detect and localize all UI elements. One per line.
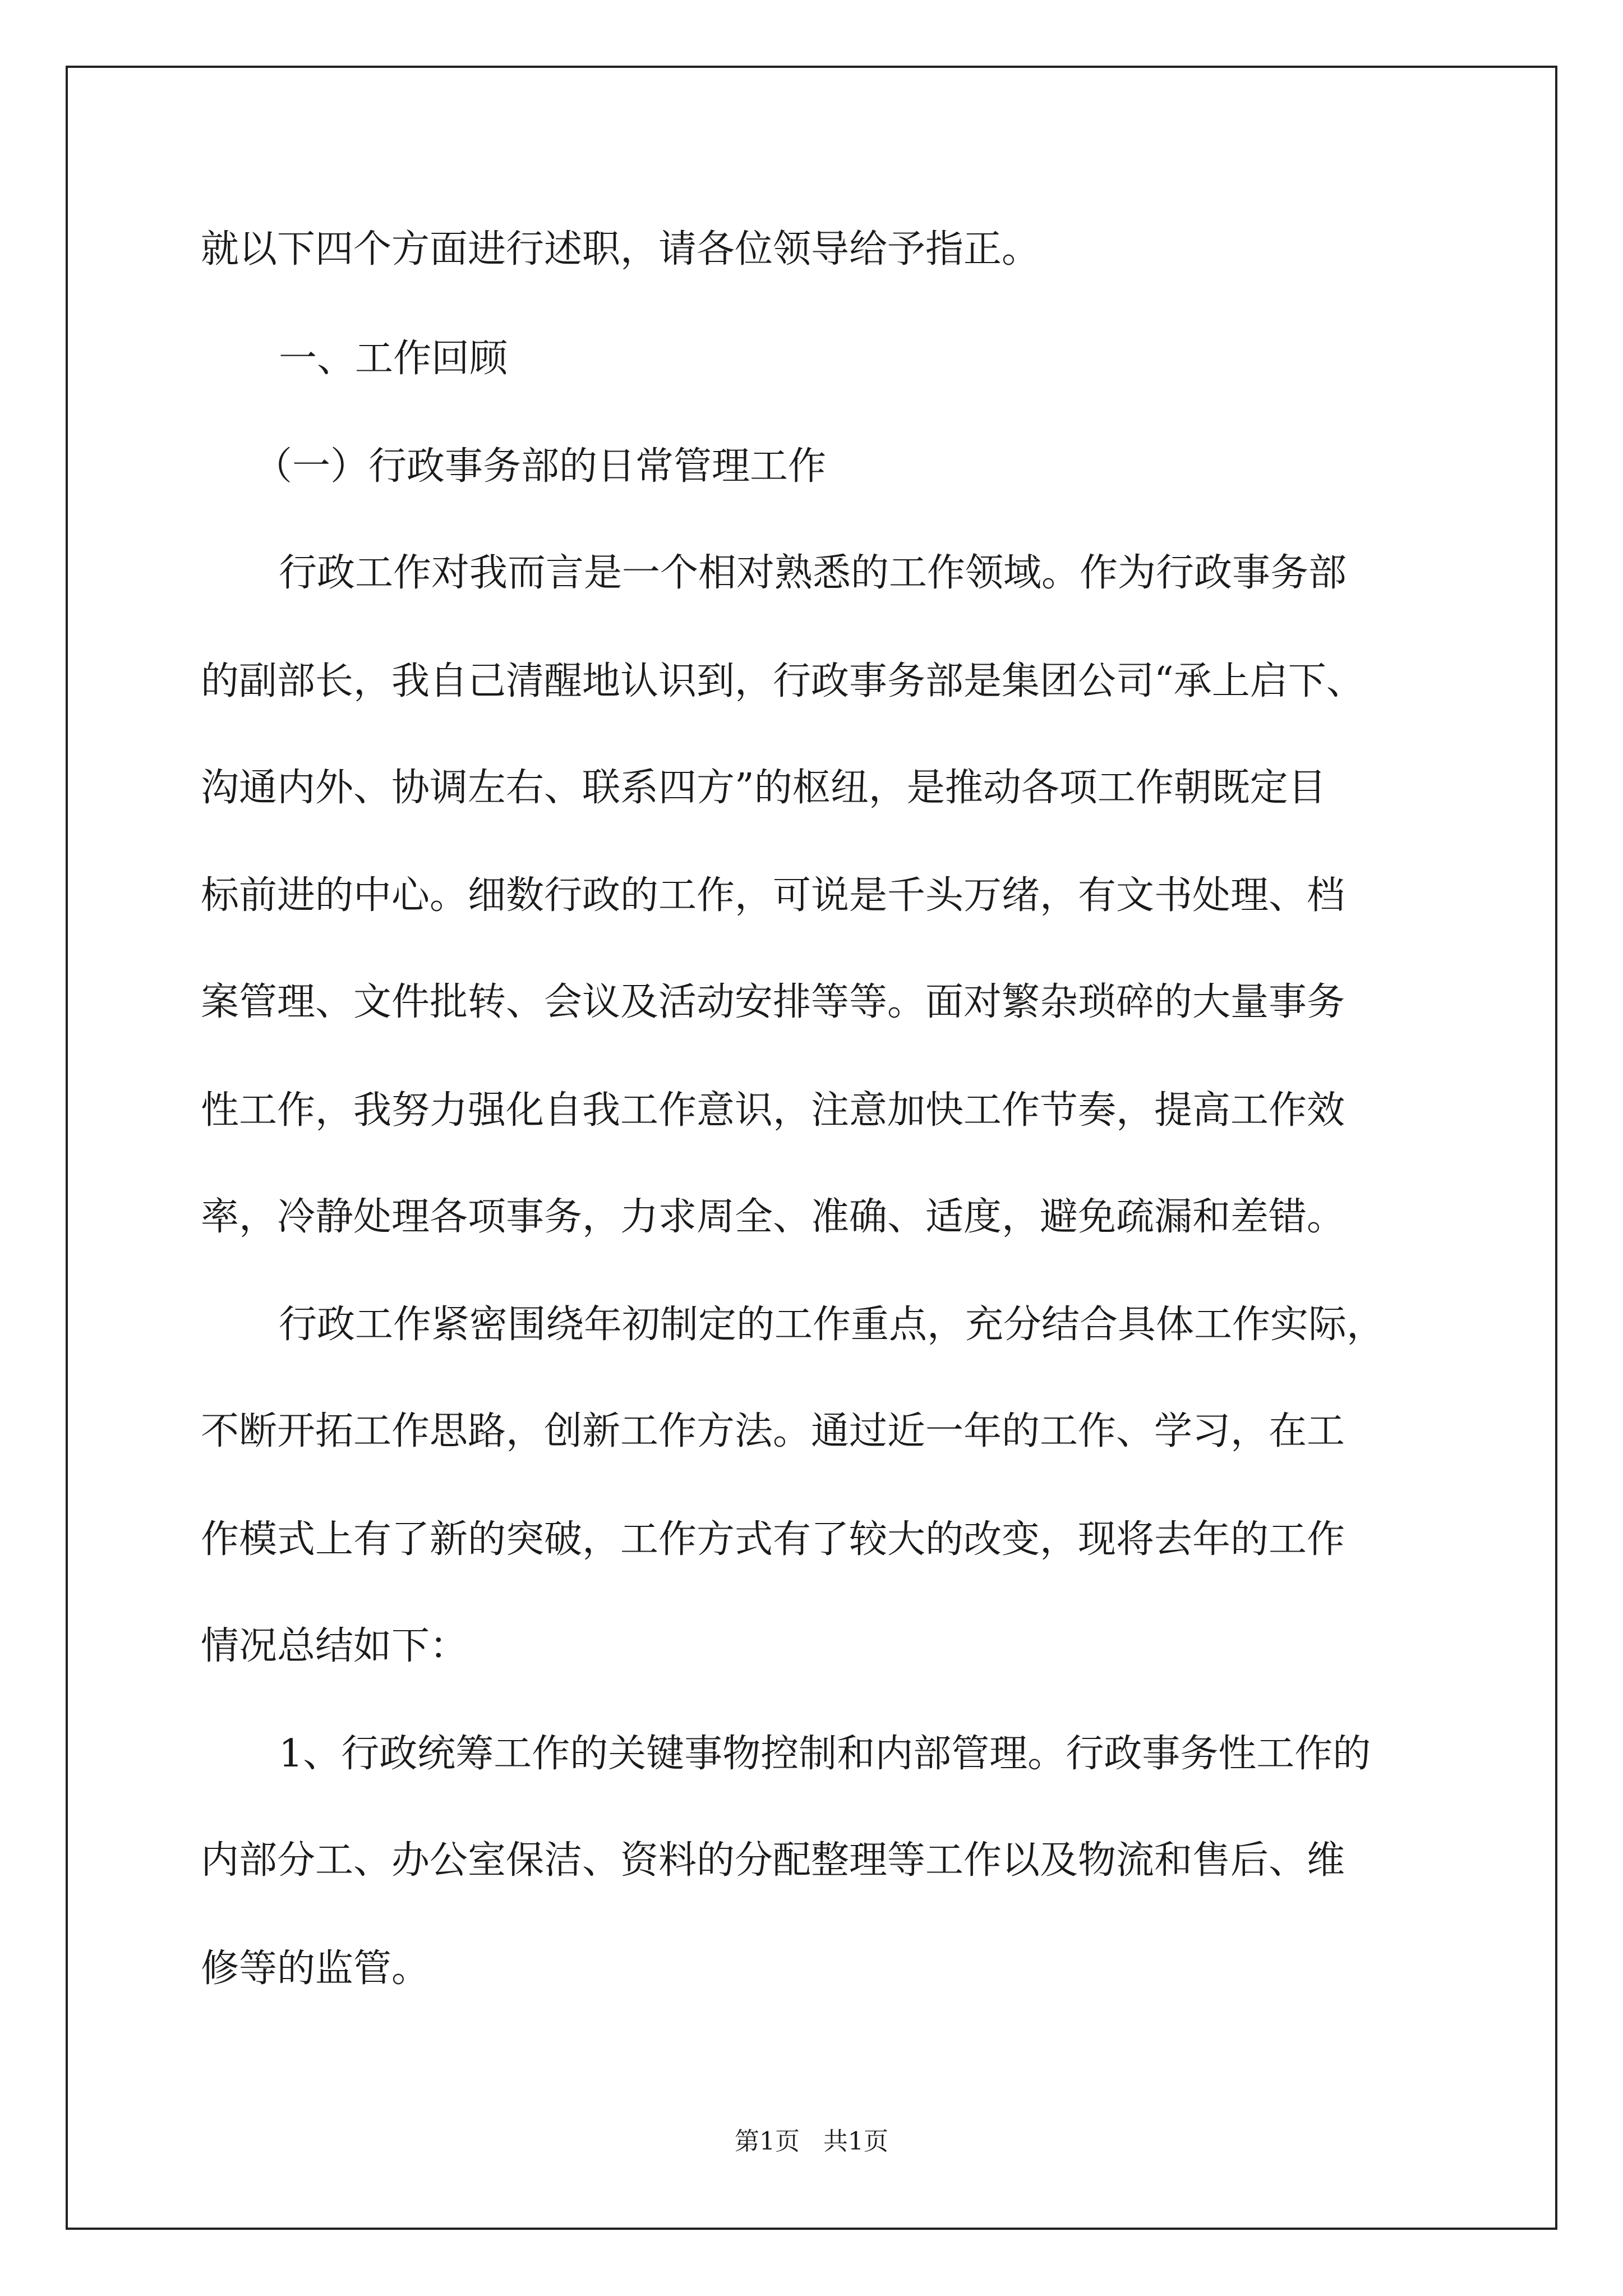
paragraph-line: 不断开拓工作思路，创新工作方法。通过近一年的工作、学习，在工 [201,1409,1345,1453]
paragraph-line: 行政工作紧密围绕年初制定的工作重点，充分结合具体工作实际， [279,1303,1385,1347]
paragraph-line: 行政工作对我而言是一个相对熟悉的工作领域。作为行政事务部 [279,551,1347,595]
paragraph-line: 标前进的中心。细数行政的工作，可说是千头万绪，有文书处理、档 [201,873,1345,918]
paragraph-line: 修等的监管。 [201,1947,430,1991]
paragraph-line: 作模式上有了新的突破，工作方式有了较大的改变，现将去年的工作 [201,1517,1345,1562]
paragraph-line: 1、行政统筹工作的关键事物控制和内部管理。行政事务性工作的 [279,1732,1371,1776]
paragraph-line: 性工作，我努力强化自我工作意识，注意加快工作节奏，提高工作效 [201,1088,1345,1133]
section-heading: 一、工作回顾 [279,337,508,381]
paragraph-line: 沟通内外、协调左右、联系四方”的枢纽，是推动各项工作朝既定目 [201,766,1326,810]
paragraph-line: 情况总结如下： [201,1624,468,1668]
page-footer: 第1页 共1页 [735,2127,888,2156]
page-border [66,66,1557,2230]
paragraph-line: 内部分工、办公室保洁、资料的分配整理等工作以及物流和售后、维 [201,1838,1345,1883]
paragraph-line: 就以下四个方面进行述职，请各位领导给予指正。 [201,227,1040,272]
paragraph-line: 的副部长，我自己清醒地认识到，行政事务部是集团公司“承上启下、 [201,659,1364,703]
paragraph-line: 案管理、文件批转、会议及活动安排等等。面对繁杂琐碎的大量事务 [201,980,1345,1024]
paragraph-line: 率，冷静处理各项事务，力求周全、准确、适度，避免疏漏和差错。 [201,1195,1345,1239]
subsection-heading: （一）行政事务部的日常管理工作 [254,444,827,489]
